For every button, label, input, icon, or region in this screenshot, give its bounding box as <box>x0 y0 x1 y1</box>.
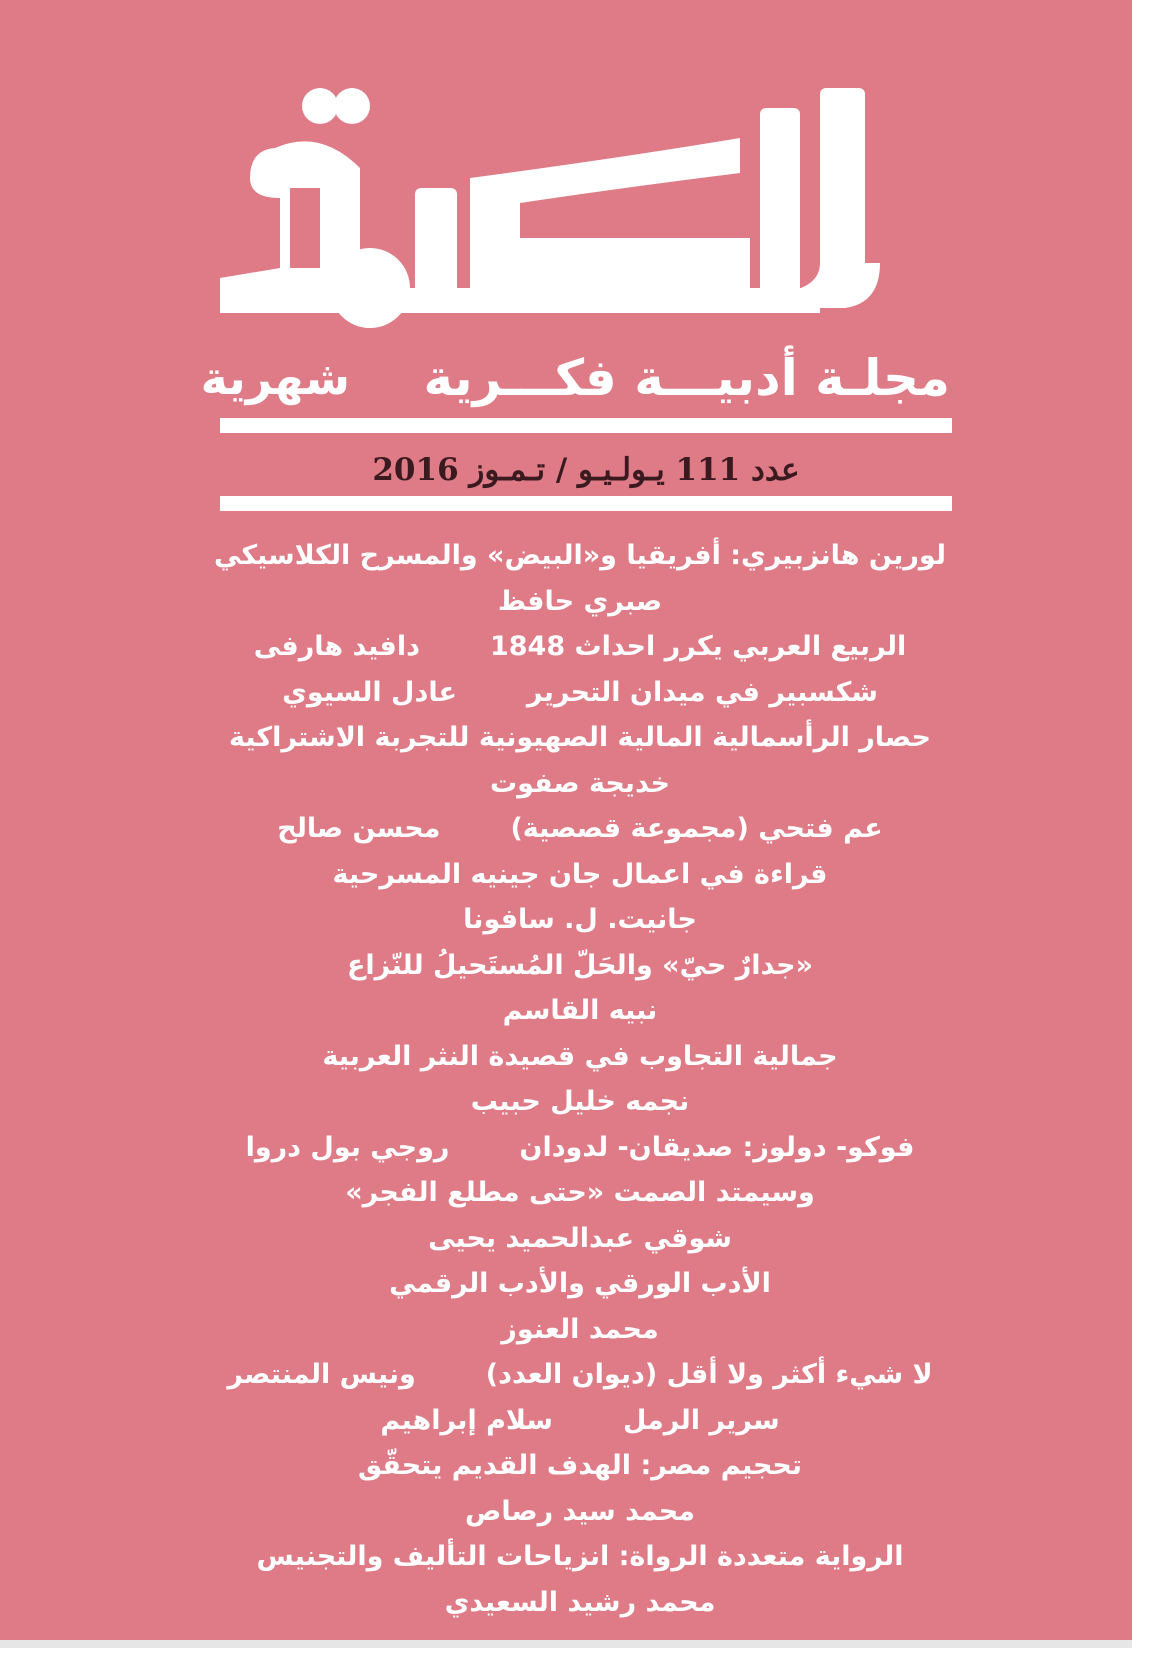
toc-title: محمد العنوز <box>501 1313 659 1345</box>
magazine-frequency: شهرية <box>200 351 350 405</box>
toc-title: لا شيء أكثر ولا أقل (ديوان العدد) <box>485 1359 933 1390</box>
magazine-logo <box>220 88 950 348</box>
toc-title: لورين هانزبيري: أفريقيا و«البيض» والمسرح الكلاسيكي <box>214 540 946 571</box>
toc-title: شوقي عبدالحميد يحيى <box>428 1222 732 1254</box>
toc-author: سلام إبراهيم <box>380 1404 553 1436</box>
toc-item <box>200 806 960 852</box>
toc-item <box>200 1443 960 1489</box>
toc-item <box>200 761 960 807</box>
toc-item <box>200 1307 960 1353</box>
toc-title: الرواية متعددة الرواة: انزياحات التأليف والتجنيس <box>256 1541 904 1572</box>
toc-author: عادل السيوي <box>282 676 457 708</box>
toc-title: جانيت. ل. سافونا <box>463 904 697 935</box>
toc-author: محسن صالح <box>277 813 441 844</box>
toc-item <box>200 1034 960 1080</box>
toc-title: محمد سيد رصاص <box>465 1495 695 1527</box>
toc-item <box>200 579 960 625</box>
toc-item <box>200 1079 960 1125</box>
magazine-subtitle: مجلـة أدبيـــة فكـــرية <box>423 349 950 407</box>
toc-title: محمد رشيد السعيدي <box>444 1586 716 1618</box>
toc-item <box>200 715 960 761</box>
toc-item <box>200 624 960 670</box>
toc-title: نجمه خليل حبيب <box>470 1086 690 1117</box>
toc-title: تحجيم مصر: الهدف القديم يتحقّق <box>357 1450 803 1481</box>
toc-title: وسيمتد الصمت «حتى مطلع الفجر» <box>345 1177 815 1208</box>
toc-item <box>200 1489 960 1535</box>
toc-title: الأدب الورقي والأدب الرقمي <box>389 1268 771 1299</box>
issue-line: عدد 111 يـولـيـو / تـمـوز 2016 <box>372 452 800 488</box>
toc-author: ونيس المنتصر <box>227 1359 416 1390</box>
toc-title: «جدارٌ حيّ» والحَلّ المُستَحيلُ للنّزاع <box>346 949 814 981</box>
toc-item <box>200 897 960 943</box>
top-divider <box>220 418 952 433</box>
toc-title: الربيع العربي يكرر احداث 1848 <box>489 631 907 662</box>
toc-item <box>200 988 960 1034</box>
masthead <box>200 88 950 408</box>
toc-item <box>200 1170 960 1216</box>
toc-title: نبيه القاسم <box>502 995 658 1026</box>
toc-item <box>200 1534 960 1580</box>
toc-item <box>200 1216 960 1262</box>
bottom-divider <box>220 496 952 511</box>
page-edge <box>0 1640 1132 1648</box>
toc-author: دافيد هارفى <box>253 631 420 662</box>
toc-item <box>200 943 960 989</box>
toc-item <box>200 670 960 716</box>
toc-item <box>200 1580 960 1626</box>
toc-title: عم فتحي (مجموعة قصصية) <box>510 813 883 844</box>
toc-author: روجي بول دروا <box>245 1131 450 1163</box>
toc-title: قراءة في اعمال جان جينيه المسرحية <box>332 858 828 890</box>
toc-title: فوكو- دولوز: صديقان- لدودان <box>519 1131 915 1163</box>
toc-title: صبري حافظ <box>497 585 663 617</box>
toc-title: شكسبير في ميدان التحرير <box>526 676 878 708</box>
table-of-contents <box>200 533 960 1625</box>
toc-item <box>200 1125 960 1171</box>
toc-title: سرير الرمل <box>622 1404 780 1436</box>
toc-item <box>200 533 960 579</box>
toc-item <box>200 1352 960 1398</box>
toc-title: جمالية التجاوب في قصيدة النثر العربية <box>322 1040 838 1072</box>
toc-item <box>200 852 960 898</box>
toc-item <box>200 1398 960 1444</box>
toc-title: خديجة صفوت <box>489 767 670 799</box>
toc-title: حصار الرأسمالية المالية الصهيونية للتجربة الاشتراكية <box>228 722 931 753</box>
toc-item <box>200 1261 960 1307</box>
